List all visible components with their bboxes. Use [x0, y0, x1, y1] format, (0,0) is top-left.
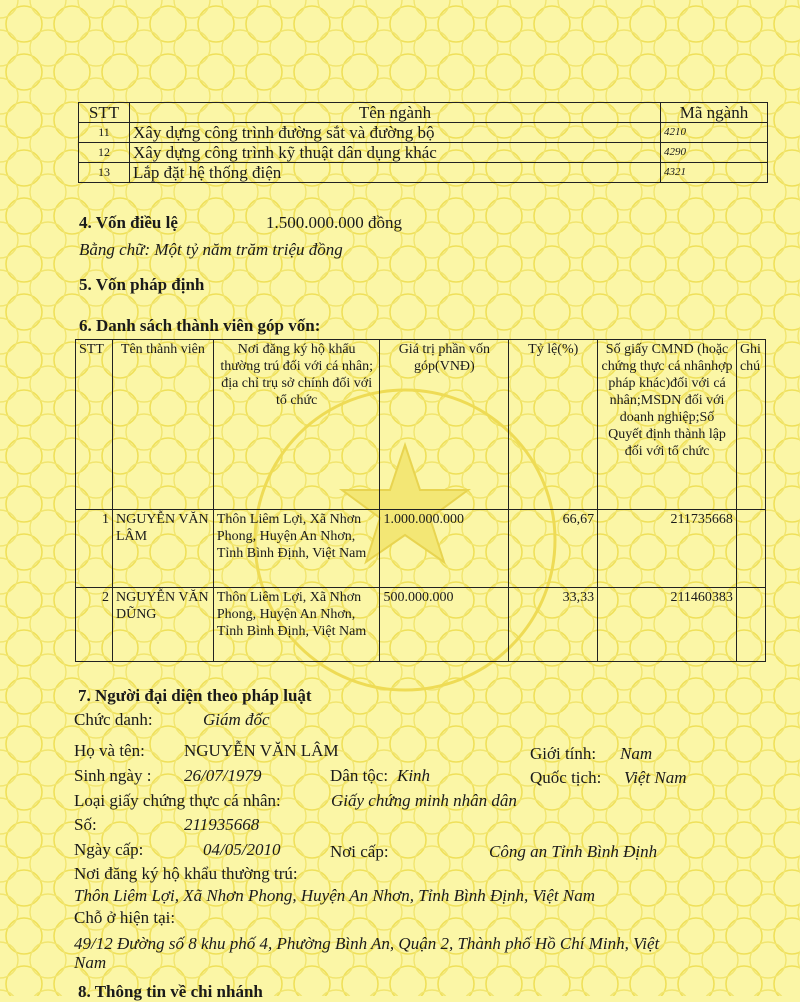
- current-address-line1: 49/12 Đường số 8 khu phố 4, Phường Bình An, Quận 2, Thành phố Hồ Chí Minh, Việt: [74, 934, 660, 953]
- header-industry-code: Mã ngành: [661, 103, 768, 123]
- row-industry-name: Xây dựng công trình đường sắt và đường bộ: [130, 123, 661, 143]
- member-note: [736, 588, 765, 662]
- issue-date-label: Ngày cấp:: [74, 840, 144, 859]
- row-stt: 11: [79, 123, 130, 143]
- position-label: Chức danh:: [74, 710, 153, 729]
- date-of-birth-value: 26/07/1979: [184, 766, 262, 785]
- member-stt: 2: [76, 588, 113, 662]
- table-header-row: [79, 103, 768, 123]
- date-of-birth-label: Sinh ngày :: [74, 766, 152, 785]
- residence-label: Nơi đăng ký hộ khẩu thường trú:: [74, 864, 298, 883]
- member-ratio: 33,33: [509, 588, 598, 662]
- table-header-row: [76, 340, 766, 510]
- issue-date-value: 04/05/2010: [203, 840, 281, 859]
- members-table: [75, 339, 766, 662]
- header-stt: STT: [79, 103, 130, 123]
- issue-place-label: Nơi cấp:: [330, 842, 389, 861]
- header-capital-value: Giá trị phần vốn góp(VNĐ): [380, 340, 509, 510]
- member-address: Thôn Liêm Lợi, Xã Nhơn Phong, Huyện An Nhơn, Tỉnh Bình Định, Việt Nam: [213, 588, 380, 662]
- id-type-label: Loại giấy chứng thực cá nhân:: [74, 791, 281, 810]
- table-row: [76, 588, 766, 662]
- member-capital-value: 1.000.000.000: [380, 510, 509, 588]
- row-stt: 13: [79, 163, 130, 183]
- table-row: [79, 123, 768, 143]
- member-stt: 1: [76, 510, 113, 588]
- member-address: Thôn Liêm Lợi, Xã Nhơn Phong, Huyện An Nhơn, Tỉnh Bình Định, Việt Nam: [213, 510, 380, 588]
- charter-capital-amount: 1.500.000.000 đồng: [266, 213, 402, 232]
- row-industry-name: Lắp đặt hệ thống điện: [130, 163, 661, 183]
- position-value: Giám đốc: [203, 710, 270, 729]
- charter-capital-in-words: Bằng chữ: Một tỷ năm trăm triệu đồng: [79, 240, 343, 259]
- id-type-value: Giấy chứng minh nhân dân: [331, 791, 517, 810]
- full-name-label: Họ và tên:: [74, 741, 145, 760]
- nationality-label: Quốc tịch:: [530, 768, 602, 787]
- ethnicity-label: Dân tộc:: [330, 766, 389, 785]
- section6-heading: 6. Danh sách thành viên góp vốn:: [79, 316, 321, 335]
- row-industry-code: 4210: [661, 123, 768, 143]
- header-id-number: Số giấy CMND (hoặc chứng thực cá nhânhợp pháp khác)đối với cá nhân;MSDN đối với doanh nghiệp;Số Quyết định thành lập đối với tổ chức: [598, 340, 737, 510]
- header-note: Ghi chú: [736, 340, 765, 510]
- ethnicity-value: Kinh: [397, 766, 431, 785]
- nationality-value: Việt Nam: [624, 768, 687, 787]
- residence-value: Thôn Liêm Lợi, Xã Nhơn Phong, Huyện An Nhơn, Tỉnh Bình Định, Việt Nam: [74, 886, 596, 905]
- member-capital-value: 500.000.000: [380, 588, 509, 662]
- issue-place-value: Công an Tỉnh Bình Định: [489, 842, 658, 861]
- section5-heading: 5. Vốn pháp định: [79, 275, 205, 294]
- table-row: [76, 510, 766, 588]
- member-note: [736, 510, 765, 588]
- header-ratio: Tỷ lệ(%): [509, 340, 598, 510]
- table-row: [79, 143, 768, 163]
- member-name: NGUYỄN VĂN DŨNG: [112, 588, 213, 662]
- full-name-value: NGUYỄN VĂN LÂM: [184, 741, 339, 760]
- id-number-label: Số:: [74, 815, 97, 834]
- row-industry-code: 4290: [661, 143, 768, 163]
- member-id-number: 211735668: [598, 510, 737, 588]
- gender-label: Giới tính:: [530, 744, 597, 763]
- header-industry-name: Tên ngành: [130, 103, 661, 123]
- row-industry-code: 4321: [661, 163, 768, 183]
- header-stt: STT: [76, 340, 113, 510]
- id-number-value: 211935668: [184, 815, 260, 834]
- current-address-label: Chỗ ở hiện tại:: [74, 908, 176, 927]
- row-industry-name: Xây dựng công trình kỹ thuật dân dụng khác: [130, 143, 661, 163]
- header-member-name: Tên thành viên: [112, 340, 213, 510]
- section4-heading: 4. Vốn điều lệ: [79, 213, 178, 232]
- table-row: [79, 163, 768, 183]
- member-name: NGUYỄN VĂN LÂM: [112, 510, 213, 588]
- member-id-number: 211460383: [598, 588, 737, 662]
- gender-value: Nam: [620, 744, 653, 763]
- row-stt: 12: [79, 143, 130, 163]
- section7-heading: 7. Người đại diện theo pháp luật: [78, 686, 312, 705]
- current-address-line2: Nam: [74, 953, 107, 972]
- section8-heading: 8. Thông tin về chi nhánh: [78, 982, 263, 1001]
- industry-table: [78, 102, 768, 183]
- member-ratio: 66,67: [509, 510, 598, 588]
- header-address: Nơi đăng ký hộ khẩu thường trú đối với cá nhân; địa chỉ trụ sở chính đối với tổ chức: [213, 340, 380, 510]
